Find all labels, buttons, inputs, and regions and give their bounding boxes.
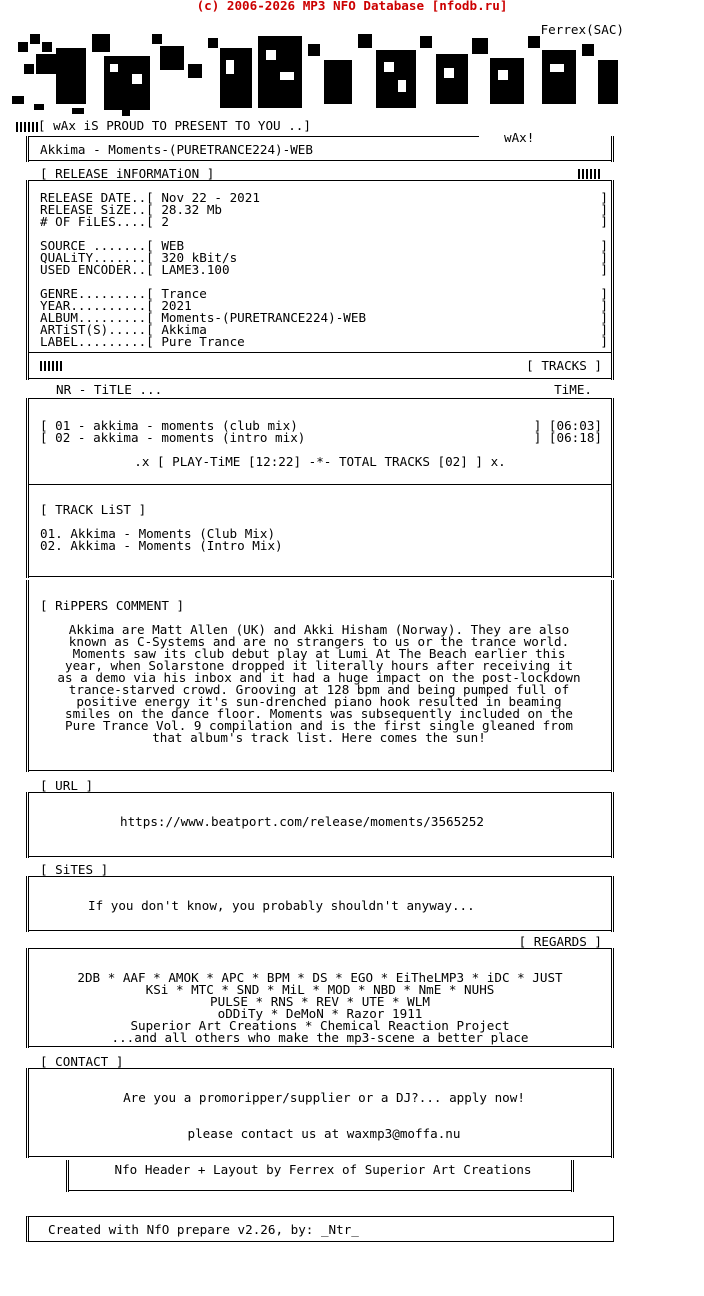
info-row: GENRE.........[ Trance	[40, 286, 207, 301]
release-info-heading: [ RELEASE iNFORMATiON ]	[40, 166, 215, 181]
info-row: SOURCE .......[ WEB	[40, 238, 185, 253]
info-row: ARTiST(S).....[ Akkima	[40, 322, 207, 337]
tracklist-heading: [ TRACK LiST ]	[40, 502, 147, 517]
rippers-comment: Akkima are Matt Allen (UK) and Akki Hisham (Norway). They are also known as C-Systems and are no strangers to us or the trance world. Moments saw its club debut play at Lumi At The Beach earlier this year, when Solarstone dropped it literally hours after receiving it as a demo via his inbox and it had a huge impact on the post-lockdown trance-starved crowd. Grooving at 128 bpm and being pumped full of positive energy it's sun-drenched piano hook resulted in beaming smiles on the dance floor. Moments was subsequently included on the Pure Trance Vol. 9 compilation and is the first single gleaned from that album's track list. Here comes the sun!	[57, 622, 581, 745]
info-row: RELEASE DATE..[ Nov 22 - 2021	[40, 190, 260, 205]
track-row: [ 01 - akkima - moments (club mix)	[40, 418, 298, 433]
info-row: RELEASE SiZE..[ 28.32 Mb	[40, 202, 222, 217]
track-time: ] [06:18]	[533, 430, 602, 445]
info-row: USED ENCODER..[ LAME3.100	[40, 262, 230, 277]
rippers-heading: [ RiPPERS COMMENT ]	[40, 598, 185, 613]
info-bracket-column: ] ] ] ] ] ] ] ] ] ] ]	[600, 190, 608, 349]
regards-line: 2DB * AAF * AMOK * APC * BPM * DS * EGO * EiTheLMP3 * iDC * JUST	[77, 970, 563, 985]
tracks-col-title: NR - TiTLE ...	[56, 382, 163, 397]
tracks-col-time: TiME.	[554, 382, 592, 397]
presents-line	[16, 120, 311, 132]
logo-blocks-icon	[12, 24, 624, 120]
info-row: # OF FiLES....[ 2	[40, 214, 169, 229]
track-time: ] [06:03]	[533, 418, 602, 433]
regards-line: oDDiTy * DeMoN * Razor 1911	[217, 1006, 423, 1021]
contact-heading: [ CONTACT ]	[40, 1054, 124, 1069]
playtime-summary: .x [ PLAY-TiME [12:22] -*- TOTAL TRACKS [02] ] x.	[134, 454, 506, 469]
regards-line: ...and all others who make the mp3-scene a better place	[111, 1030, 529, 1045]
site-credit[interactable]: (c) 2006-2026 MP3 NFO Database [nfodb.ru]	[196, 0, 508, 13]
info-row: LABEL.........[ Pure Trance	[40, 334, 245, 349]
tracklist-item: 02. Akkima - Moments (Intro Mix)	[40, 538, 283, 553]
logo-group: wAx!	[504, 130, 535, 145]
sites-heading: [ SiTES ]	[40, 862, 109, 877]
tracks-heading: [ TRACKS ]	[526, 358, 602, 373]
block-pattern-icon	[16, 122, 38, 132]
sites-text: If you don't know, you probably shouldn't anyway...	[88, 898, 475, 913]
wax-logo	[12, 24, 624, 124]
track-row: [ 02 - akkima - moments (intro mix)	[40, 430, 306, 445]
regards-heading: [ REGARDS ]	[518, 934, 602, 949]
info-row: ALBUM.........[ Moments-(PURETRANCE224)-WEB	[40, 310, 367, 325]
regards-line: PULSE * RNS * REV * UTE * WLM	[210, 994, 430, 1009]
contact-apply: Are you a promoripper/supplier or a DJ?... apply now!	[123, 1090, 525, 1105]
regards-line: KSi * MTC * SND * MiL * MOD * NBD * NmE * NUHS	[145, 982, 495, 997]
block-pattern-icon	[578, 169, 600, 179]
tracklist-item: 01. Akkima - Moments (Club Mix)	[40, 526, 276, 541]
info-row: YEAR..........[ 2021	[40, 298, 192, 313]
url-link[interactable]: https://www.beatport.com/release/moments/3565252	[120, 814, 484, 829]
logo-artist: Ferrex(SAC)	[540, 22, 624, 37]
block-pattern-icon	[40, 361, 62, 371]
footer-credit: Nfo Header + Layout by Ferrex of Superior Art Creations	[114, 1162, 532, 1177]
contact-email[interactable]: please contact us at waxmp3@moffa.nu	[187, 1126, 461, 1141]
regards-line: Superior Art Creations * Chemical Reaction Project	[130, 1018, 510, 1033]
presents-text: [ wAx iS PROUD TO PRESENT TO YOU ..]	[38, 118, 311, 133]
created-with: Created with NfO prepare v2.26, by: _Ntr_	[48, 1222, 359, 1237]
info-row: QUALiTY.......[ 320 kBit/s	[40, 250, 238, 265]
url-heading: [ URL ]	[40, 778, 94, 793]
contact-frame	[26, 1068, 614, 1158]
release-title: Akkima - Moments-(PURETRANCE224)-WEB	[40, 142, 313, 157]
